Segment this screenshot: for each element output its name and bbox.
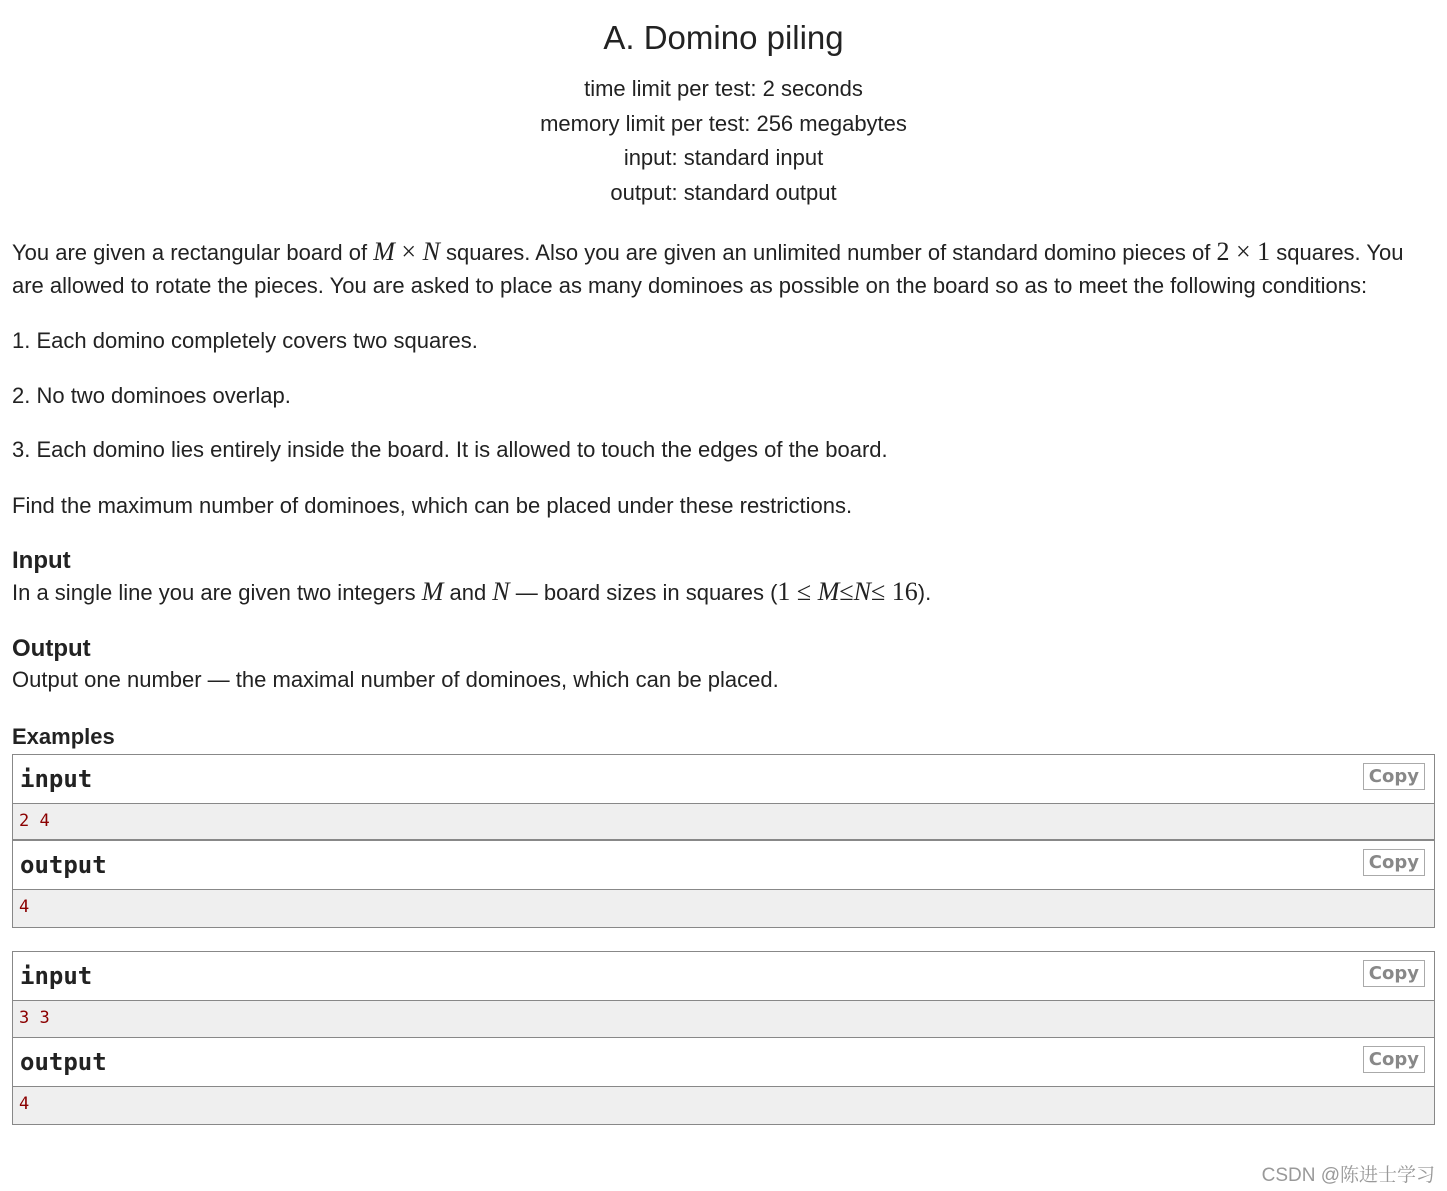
example-input: 2 4: [13, 804, 1434, 841]
example-output: 4: [13, 890, 1434, 927]
time-limit: time limit per test: 2 seconds: [584, 76, 863, 101]
output-source: output: standard output: [610, 179, 837, 205]
output-label: output: [20, 851, 107, 879]
condition-2: 2. No two dominoes overlap.: [12, 382, 291, 408]
watermark: CSDN @陈进士学习: [1261, 1165, 1435, 1186]
task-paragraph: Find the maximum number of dominoes, which can be placed under these restrictions.: [12, 492, 853, 518]
input-spec: In a single line you are given two integers M and N — board sizes in squares (1 ≤ M≤N≤ 16).: [12, 577, 932, 606]
condition-1: 1. Each domino completely covers two squares.: [12, 328, 478, 353]
example-input: 3 3: [13, 1001, 1434, 1038]
input-source: input: standard input: [623, 145, 824, 170]
example-2: [12, 951, 1435, 1125]
copy-button[interactable]: Copy: [1363, 849, 1425, 876]
problem-title: A. Domino piling: [603, 19, 844, 56]
output-spec: Output one number — the maximal number of dominoes, which can be placed.: [12, 666, 779, 692]
copy-button[interactable]: Copy: [1363, 960, 1425, 987]
output-label: output: [20, 1048, 107, 1076]
input-label: input: [20, 962, 93, 990]
examples-heading: Examples: [12, 724, 115, 749]
input-heading: Input: [12, 547, 71, 574]
output-heading: Output: [12, 634, 91, 662]
statement-paragraph: You are given a rectangular board of M × N squares. Also you are given an unlimited number of standard domino pieces of 2 × 1 squares. You are allowed to rotate the pieces. You are asked to place as many dominoes as possible on the board so as to meet the following conditions:: [12, 237, 1404, 298]
input-label: input: [20, 765, 93, 793]
condition-3: 3. Each domino lies entirely inside the board. It is allowed to touch the edges of the board.: [12, 437, 888, 462]
example-1: [12, 754, 1435, 928]
example-output: 4: [13, 1087, 1434, 1124]
memory-limit: memory limit per test: 256 megabytes: [540, 110, 907, 136]
copy-button[interactable]: Copy: [1363, 763, 1425, 790]
copy-button[interactable]: Copy: [1363, 1046, 1425, 1073]
problem-limits: [0, 72, 1447, 210]
